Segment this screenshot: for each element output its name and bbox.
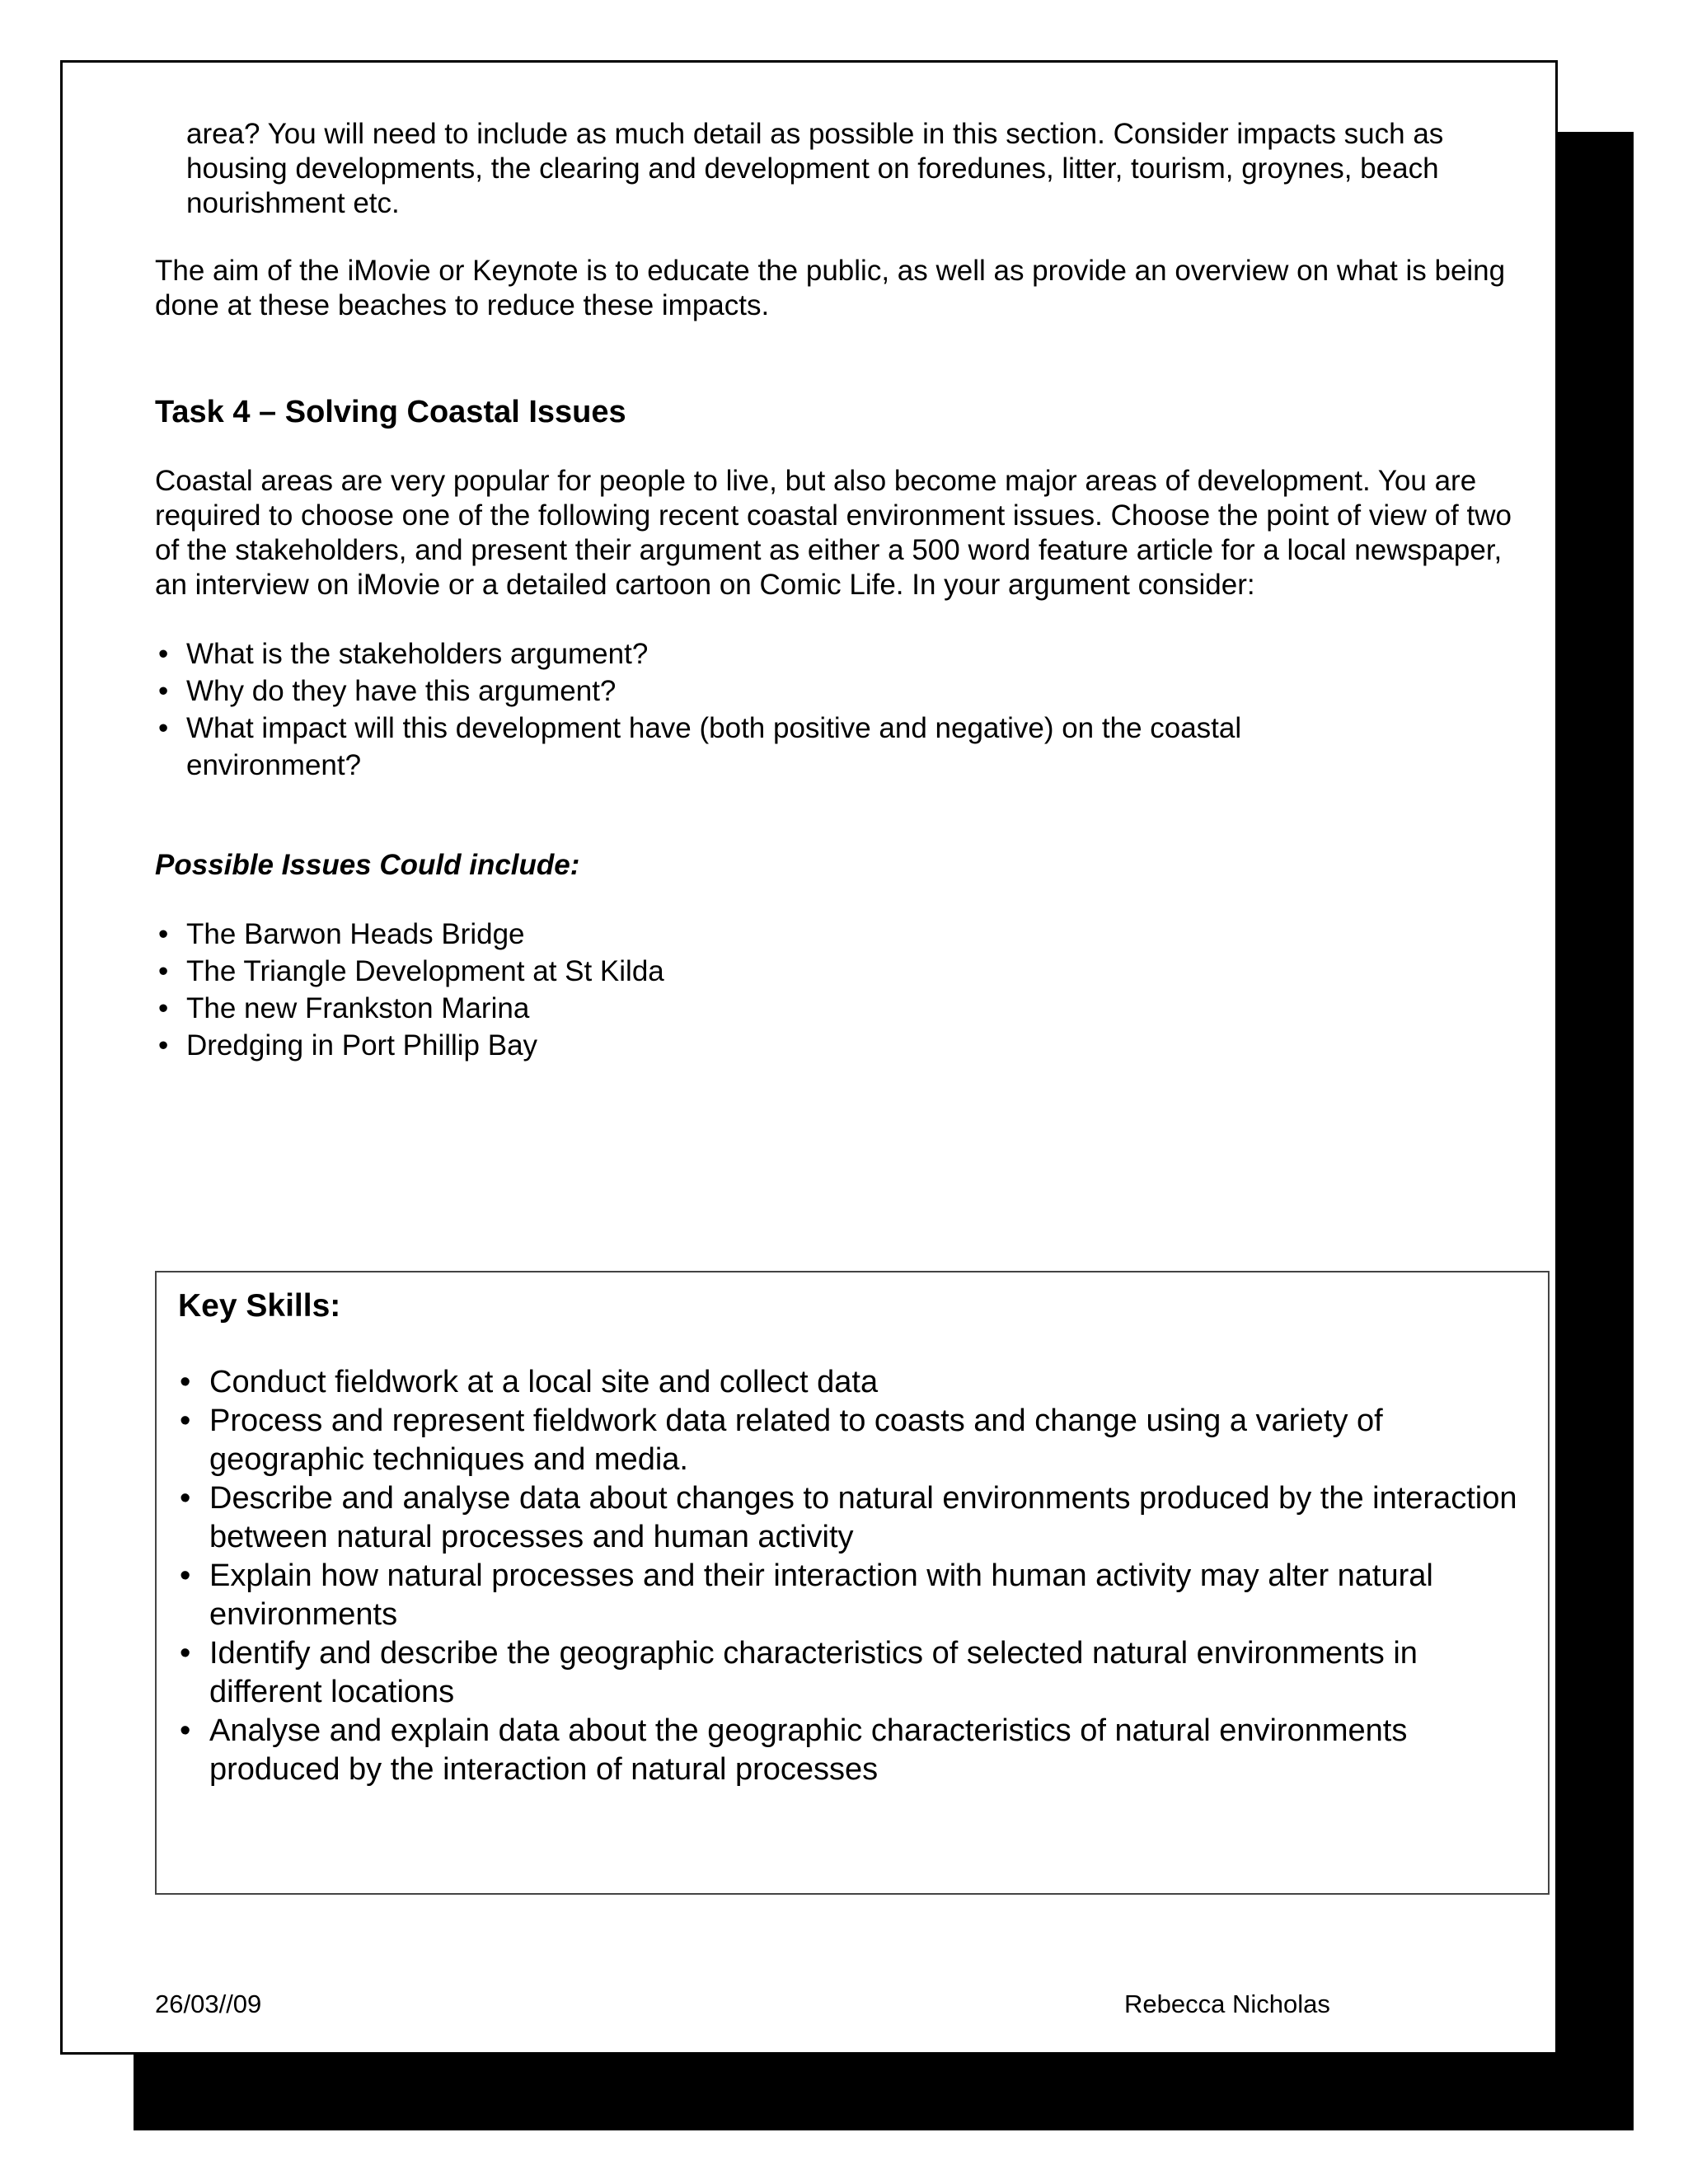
list-item-text: What is the stakeholders argument? <box>186 638 649 670</box>
list-item-text: The new Frankston Marina <box>186 992 530 1024</box>
bullet-icon: • <box>180 1558 191 1593</box>
key-skills-list <box>178 1363 1530 1789</box>
list-item <box>178 1363 1530 1402</box>
bullet-icon: • <box>158 1029 169 1062</box>
list-item <box>155 953 1340 990</box>
document-page <box>60 60 1558 2055</box>
list-item-text: Conduct fieldwork at a local site and collect data <box>209 1365 879 1399</box>
key-skills-box <box>155 1271 1550 1895</box>
list-item <box>155 710 1340 784</box>
list-item-text: What impact will this development have (both positive and negative) on the coastal environment? <box>186 712 1242 781</box>
key-skills-content <box>178 1287 1530 1789</box>
list-item <box>155 916 1340 953</box>
issues-list <box>155 916 1540 1064</box>
bullet-icon: • <box>158 712 169 744</box>
bullet-icon: • <box>158 675 169 707</box>
list-item-text: Identify and describe the geographic characteristics of selected natural environments in different locations <box>209 1636 1418 1709</box>
intro-paragraph: Coastal areas are very popular for people to live, but also become major areas of development. You are required to choose one of the following recent coastal environment issues. Choose the point of view of two of the stakeholders, and present their argument as either a 500 word feature article for a local newspaper, an interview on iMovie or a detailed cartoon on Comic Life. In your argument consider: <box>155 465 1512 601</box>
bullet-icon: • <box>180 1404 191 1438</box>
bullet-icon: • <box>180 1365 191 1399</box>
list-item-text: Explain how natural processes and their interaction with human activity may alter natural environments <box>209 1558 1433 1632</box>
list-item-text: The Triangle Development at St Kilda <box>186 955 664 987</box>
bullet-icon: • <box>180 1713 191 1748</box>
bullet-icon: • <box>158 955 169 987</box>
list-item <box>178 1557 1530 1634</box>
list-item <box>178 1479 1530 1557</box>
bullet-icon: • <box>158 638 169 670</box>
key-skills-heading: Key Skills: <box>178 1288 341 1324</box>
page-content <box>155 117 1540 1064</box>
list-item-text: Process and represent fieldwork data related to coasts and change using a variety of geographic techniques and media. <box>209 1404 1383 1477</box>
footer-date: 26/03//09 <box>155 1990 262 2018</box>
aim-paragraph: The aim of the iMovie or Keynote is to educate the public, as well as provide an overview on what is being done at these beaches to reduce these impacts. <box>155 255 1506 321</box>
bullet-icon: • <box>180 1636 191 1671</box>
list-item-text: Dredging in Port Phillip Bay <box>186 1029 538 1062</box>
list-item <box>155 635 1340 673</box>
consider-list <box>155 635 1540 784</box>
bullet-icon: • <box>180 1481 191 1516</box>
issues-heading: Possible Issues Could include: <box>155 849 580 881</box>
list-item-text: Analyse and explain data about the geographic characteristics of natural environments produced by the interaction of natural processes <box>209 1713 1408 1787</box>
continuation-paragraph: area? You will need to include as much detail as possible in this section. Consider impacts such as housing developments, the clearing and development on foredunes, litter, tourism, groynes, beach nourishment etc. <box>186 118 1444 219</box>
bullet-icon: • <box>158 992 169 1024</box>
list-item <box>155 673 1340 710</box>
list-item <box>155 1027 1340 1064</box>
footer-author: Rebecca Nicholas <box>1124 1990 1330 2018</box>
bullet-icon: • <box>158 918 169 950</box>
task-heading: Task 4 – Solving Coastal Issues <box>155 395 626 429</box>
list-item-text: Describe and analyse data about changes to natural environments produced by the interaction between natural processes and human activity <box>209 1481 1517 1554</box>
list-item <box>178 1402 1530 1479</box>
list-item <box>155 990 1340 1027</box>
list-item <box>178 1634 1530 1712</box>
list-item-text: Why do they have this argument? <box>186 675 617 707</box>
list-item-text: The Barwon Heads Bridge <box>186 918 525 950</box>
list-item <box>178 1712 1530 1789</box>
